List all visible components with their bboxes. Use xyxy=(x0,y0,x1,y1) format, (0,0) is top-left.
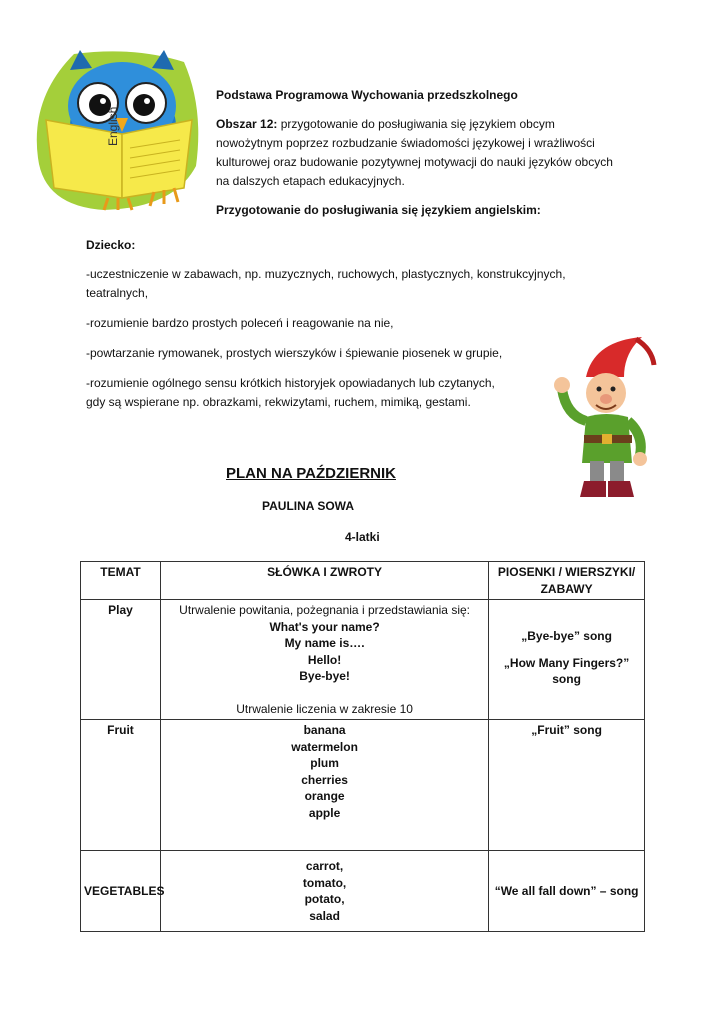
owl-book-label: English xyxy=(106,106,120,146)
row-topic: Play xyxy=(81,600,161,720)
row-songs xyxy=(489,851,645,932)
header-topic: TEMAT xyxy=(81,562,161,600)
waving-gnome-image xyxy=(552,335,662,500)
plan-title: PLAN NA PAŹDZIERNIK xyxy=(226,465,396,482)
row-topic: Fruit xyxy=(81,720,161,851)
intro-subheading: Przygotowanie do posługiwania się językiem angielskim: xyxy=(216,203,541,217)
row-words xyxy=(160,600,488,720)
child-item: -powtarzanie rymowanek, prostych wierszyków i śpiewanie piosenek w grupie, xyxy=(86,346,503,360)
song: “We all fall down” – song xyxy=(494,883,639,898)
word: orange xyxy=(304,789,345,803)
plan-table xyxy=(80,561,645,932)
child-item xyxy=(86,374,556,412)
header-words: SŁÓWKA I ZWROTY xyxy=(160,562,488,600)
row-intro: Utrwalenie powitania, pożegnania i przedstawiania się: xyxy=(179,603,470,617)
word: carrot, xyxy=(305,859,344,873)
word: What's your name? xyxy=(269,619,380,634)
row-words xyxy=(160,720,488,851)
row-songs xyxy=(489,600,645,720)
word: salad xyxy=(309,908,340,923)
child-item-line: teatralnych, xyxy=(86,286,149,300)
word: apple xyxy=(308,805,341,820)
area-line-1 xyxy=(216,115,646,134)
row-words xyxy=(160,851,488,932)
child-item xyxy=(86,265,566,303)
child-item-line: -rozumienie ogólnego sensu krótkich historyjek opowiadanych lub czytanych, xyxy=(86,376,495,390)
row-songs xyxy=(489,720,645,851)
word: tomato, xyxy=(302,875,347,890)
area-text-1: przygotowanie do posługiwania się językiem obcym xyxy=(277,117,555,131)
age-group: 4-latki xyxy=(345,530,380,544)
word: potato, xyxy=(304,892,345,906)
word: cherries xyxy=(301,772,348,787)
table-header-row xyxy=(81,562,645,600)
area-text-3: kulturowej oraz budowanie pozytywnej motywacji do nauki języków obcych xyxy=(216,155,613,169)
area-text-4: na dalszych etapach edukacyjnych. xyxy=(216,174,405,188)
table-row xyxy=(81,851,645,932)
child-section xyxy=(86,236,566,412)
area-text-2: nowożytnym poprzez rozbudzanie świadomości językowej i wrażliwości xyxy=(216,136,595,150)
intro-block xyxy=(216,86,646,220)
child-label: Dziecko: xyxy=(86,238,136,252)
owl-reading-book-image xyxy=(34,48,206,212)
word: banana xyxy=(303,723,346,737)
song: „How Many Fingers?” song xyxy=(503,655,630,686)
song: „Fruit” song xyxy=(531,723,602,737)
word: Hello! xyxy=(307,652,342,667)
area-label: Obszar 12: xyxy=(216,117,278,131)
table-row xyxy=(81,720,645,851)
author-name: PAULINA SOWA xyxy=(262,499,354,513)
header-songs: PIOSENKI / WIERSZYKI/ ZABAWY xyxy=(489,562,645,600)
row-extra: Utrwalenie liczenia w zakresie 10 xyxy=(236,701,413,716)
table-row xyxy=(81,600,645,720)
word: watermelon xyxy=(291,739,358,754)
intro-heading: Podstawa Programowa Wychowania przedszkolnego xyxy=(216,88,518,102)
row-topic: VEGETABLES xyxy=(81,851,161,932)
child-item: -rozumienie bardzo prostych poleceń i reagowanie na nie, xyxy=(86,316,394,330)
child-item-line: gdy są wspierane np. obrazkami, rekwizytami, ruchem, mimiką, gestami. xyxy=(86,395,471,409)
word: Bye-bye! xyxy=(299,669,350,683)
song: „Bye-bye” song xyxy=(521,629,612,643)
word: My name is…. xyxy=(284,636,365,650)
word: plum xyxy=(310,756,339,770)
child-item-line: -uczestniczenie w zabawach, np. muzycznych, ruchowych, plastycznych, konstrukcyjnych, xyxy=(86,267,566,281)
